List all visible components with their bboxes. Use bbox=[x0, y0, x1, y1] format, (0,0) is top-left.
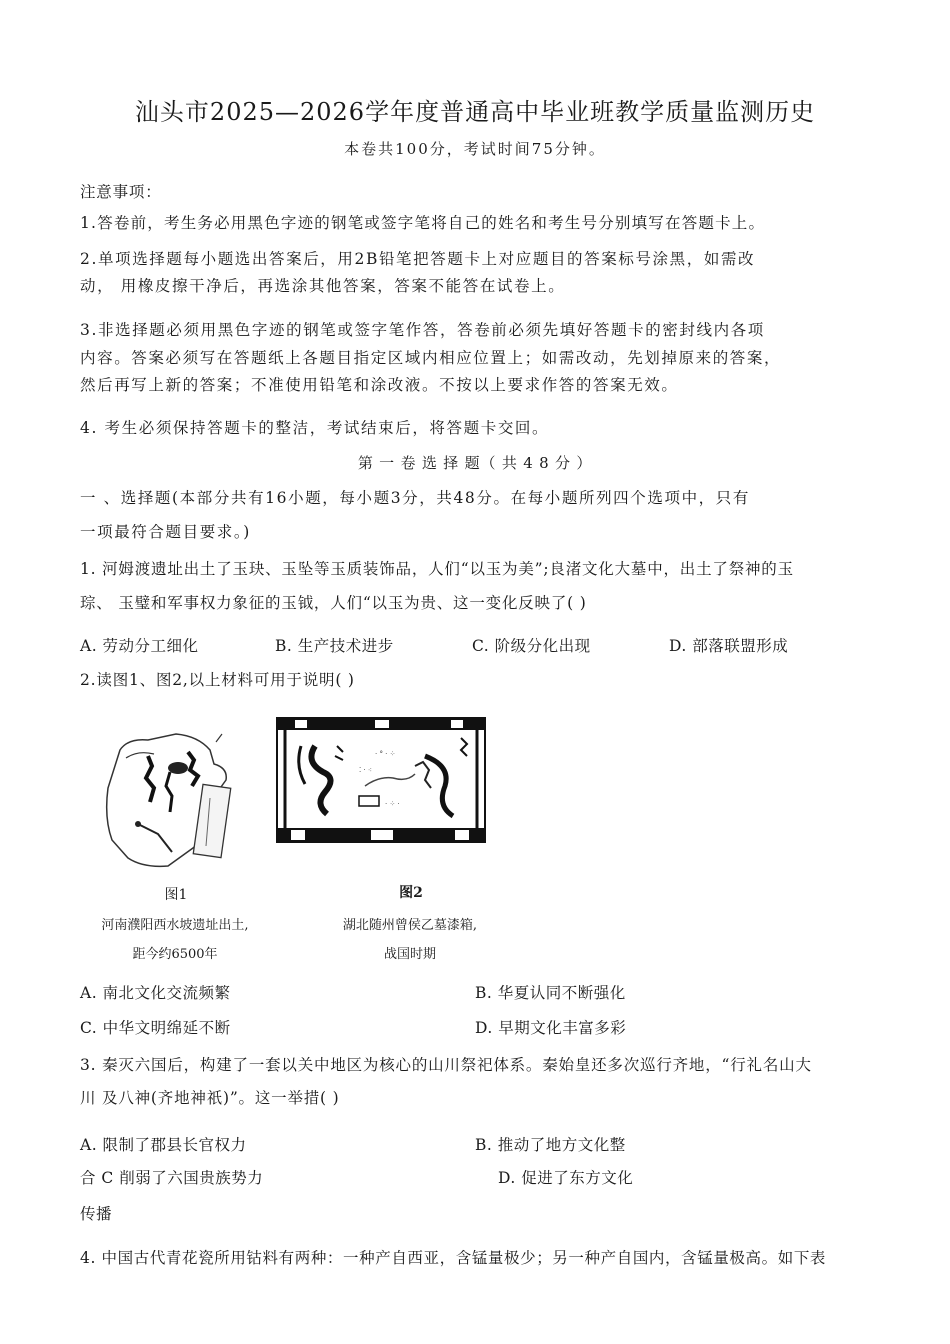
q1-option-a: A. 劳动分工细化 bbox=[80, 637, 199, 655]
notice-item-3-line-1: 3.非选择题必须用黑色字迹的钢笔或签字笔作答，答卷前必须先填好答题卡的密封线内各项 bbox=[80, 321, 765, 339]
q4-stem-line-1: 4. 中国古代青花瓷所用钴料有两种：一种产自西亚，含锰量极少；另一种产自国内，含锰量极高。如下表 bbox=[80, 1249, 827, 1267]
notice-item-3-line-2: 内容。答案必须写在答题纸上各题目指定区域内相应位置上；如需改动，先划掉原来的答案， bbox=[80, 349, 782, 367]
q3-stem-line-2: 川 及八神(齐地神祇)”。这一举措( ) bbox=[80, 1089, 340, 1107]
figure-1-caption-line-2: 距今约6500年 bbox=[132, 947, 218, 962]
svg-text:⁚ · ⁖: ⁚ · ⁖ bbox=[359, 766, 373, 774]
q3-option-c: 合 C 削弱了六国贵族势力 bbox=[80, 1169, 264, 1187]
q2-option-c: C. 中华文明绵延不断 bbox=[80, 1019, 231, 1037]
figure-2-lacquer-box bbox=[275, 716, 487, 844]
svg-text:· ° · ⁘: · ° · ⁘ bbox=[375, 750, 396, 758]
q3-option-d: D. 促进了东方文化 bbox=[498, 1169, 634, 1187]
q3-option-a: A. 限制了郡县长官权力 bbox=[80, 1136, 247, 1154]
exam-info: 本卷共100分，考试时间75分钟。 bbox=[344, 140, 606, 158]
q1-option-c: C. 阶级分化出现 bbox=[472, 637, 591, 655]
section-heading: 第 一 卷 选 择 题（ 共 4 8 分 ） bbox=[357, 454, 593, 472]
figure-2-caption-line-2: 战国时期 bbox=[383, 947, 436, 962]
notice-heading: 注意事项： bbox=[80, 183, 162, 201]
q2-option-b: B. 华夏认同不断强化 bbox=[475, 984, 626, 1002]
q1-stem-line-1: 1. 河姆渡遗址出土了玉玦、玉坠等玉质装饰品，人们“以玉为美”;良渚文化大墓中，出土了祭神的玉 bbox=[80, 560, 794, 578]
q1-option-d: D. 部落联盟形成 bbox=[669, 637, 789, 655]
section-intro-line-1: 一 、选择题(本部分共有16小题，每小题3分，共48分。在每小题所列四个选项中，只有 bbox=[80, 489, 750, 507]
q2-option-a: A. 南北文化交流频繁 bbox=[80, 984, 231, 1002]
svg-text:· ⁘ ·: · ⁘ · bbox=[385, 800, 400, 808]
notice-item-2-line-2: 动， 用橡皮擦干净后，再选涂其他答案，答案不能答在试卷上。 bbox=[80, 277, 566, 295]
notice-item-3-line-3: 然后再写上新的答案；不准使用铅笔和涂改液。不按以上要求作答的答案无效。 bbox=[80, 376, 679, 394]
figure-1-label: 图1 bbox=[164, 887, 188, 903]
q3-option-b: B. 推动了地方文化整 bbox=[475, 1136, 626, 1154]
figure-1-dragon-tiger-tomb bbox=[98, 728, 248, 873]
notice-item-4: 4. 考生必须保持答题卡的整洁，考试结束后，将答题卡交回。 bbox=[80, 419, 550, 437]
q2-option-d: D. 早期文化丰富多彩 bbox=[475, 1019, 627, 1037]
notice-item-2-line-1: 2.单项选择题每小题选出答案后，用2B铅笔把答题卡上对应题目的答案标号涂黑，如需改 bbox=[80, 250, 756, 268]
section-intro-line-2: 一项最符合题目要求。) bbox=[80, 523, 251, 541]
figure-1-caption-line-1: 河南濮阳西水坡遗址出土, bbox=[101, 918, 249, 933]
q1-option-b: B. 生产技术进步 bbox=[275, 637, 394, 655]
notice-item-1: 1.答卷前，考生务必用黑色字迹的钢笔或签字笔将自己的姓名和考生号分别填写在答题卡上。 bbox=[80, 214, 766, 232]
page-title: 汕头市2025—2026学年度普通高中毕业班教学质量监测历史 bbox=[134, 98, 816, 126]
q3-option-d-continuation: 传播 bbox=[80, 1205, 113, 1223]
q1-stem-line-2: 琮、 玉璧和军事权力象征的玉钺，人们“以玉为贵、这一变化反映了( ) bbox=[80, 594, 587, 612]
q2-stem: 2.读图1、图2,以上材料可用于说明( ) bbox=[80, 671, 355, 689]
figure-2-label: 图2 bbox=[399, 885, 423, 901]
q3-stem-line-1: 3. 秦灭六国后，构建了一套以关中地区为核心的山川祭祀体系。秦始皇还多次巡行齐地，“行礼名山大 bbox=[80, 1056, 812, 1074]
figure-2-caption-line-1: 湖北随州曾侯乙墓漆箱, bbox=[342, 918, 478, 933]
